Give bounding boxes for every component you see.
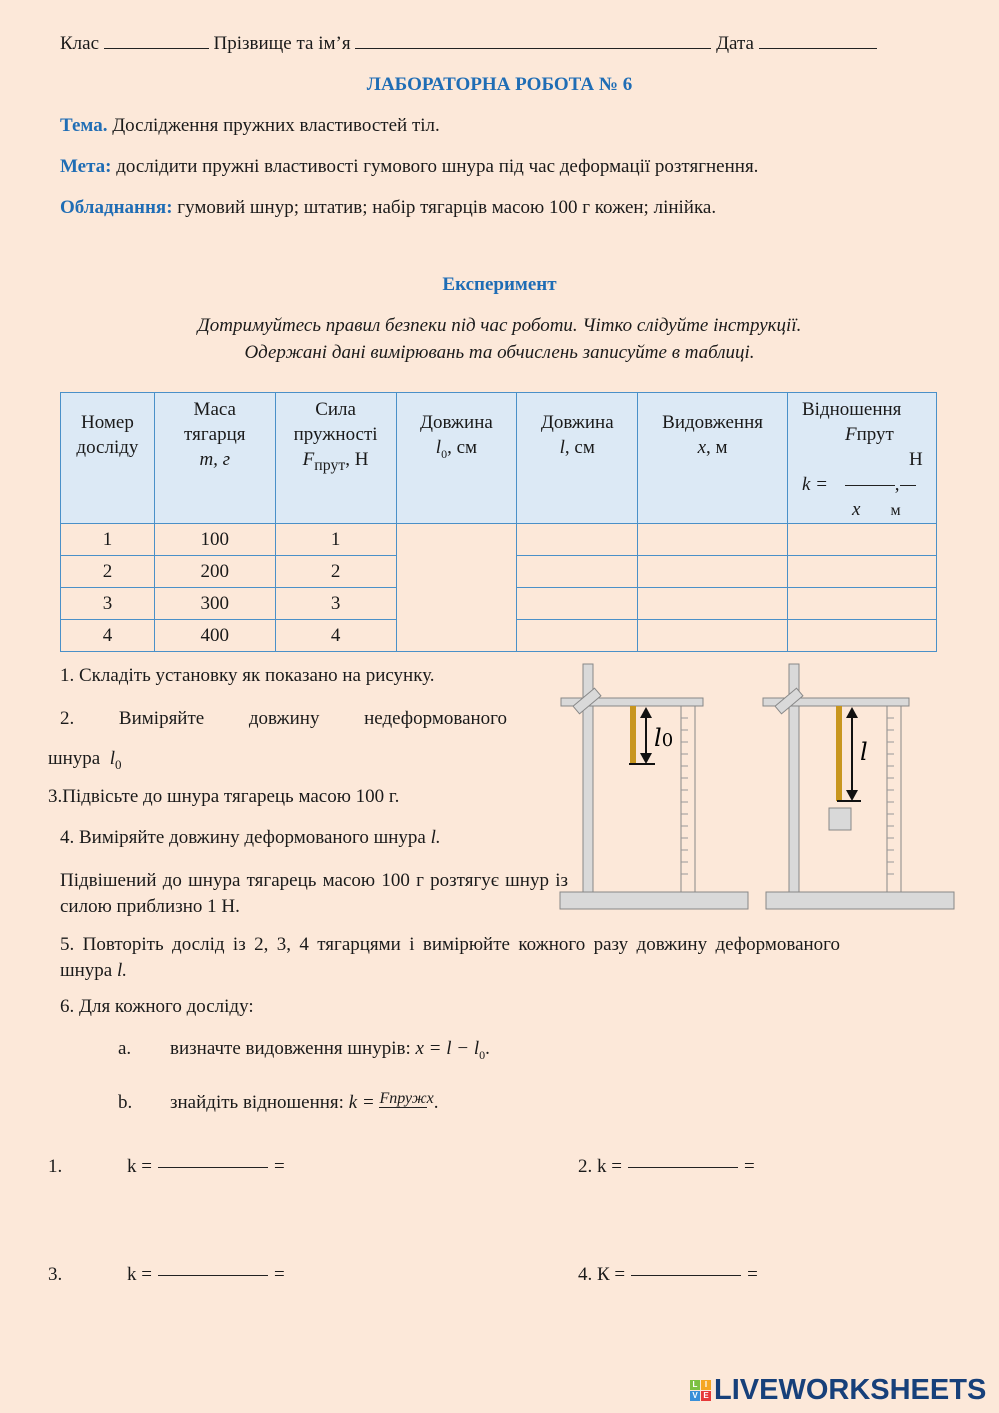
length-input[interactable] — [517, 588, 637, 619]
elongation-input[interactable] — [638, 620, 787, 651]
step-5: 5. Повторіть дослід із 2, 3, 4 тягарцями і вимірюйте кожного разу довжину деформованого шнура l. — [60, 934, 840, 981]
date-label: Дата — [716, 33, 754, 54]
length-input[interactable] — [517, 556, 637, 587]
step-1: 1. Складіть установку як показано на рисунку. — [60, 665, 435, 686]
liveworksheets-logo — [690, 1374, 986, 1407]
equipment-label: Обладнання: — [60, 197, 173, 218]
cell-length[interactable] — [517, 556, 638, 588]
cell-ratio[interactable] — [788, 556, 937, 588]
topic-label: Тема. — [60, 115, 108, 136]
answer-1-input[interactable] — [158, 1167, 268, 1168]
table-row — [61, 524, 937, 556]
stand-unloaded — [560, 664, 748, 909]
cell-ratio[interactable] — [788, 588, 937, 620]
instruction-line: Дотримуйтесь правил безпеки під час роботи. Чітко слідуйте інструкції. — [197, 315, 802, 336]
step-3: 3.Підвісьте до шнура тягарець масою 100 г. — [48, 786, 400, 807]
cell-length[interactable] — [517, 588, 638, 620]
header-ratio: Відношення Fпрут Н k = , x м — [788, 393, 937, 524]
answer-4: 4. К = = — [578, 1264, 758, 1285]
table-header-row — [61, 393, 937, 524]
cell-elongation[interactable] — [638, 620, 788, 652]
step-4: 4. Виміряйте довжину деформованого шнура l. — [60, 827, 441, 848]
rubber-cord — [836, 706, 842, 801]
topic — [60, 115, 440, 137]
cell-elongation[interactable] — [638, 524, 788, 556]
ratio-input[interactable] — [788, 524, 936, 555]
class-input[interactable] — [104, 33, 209, 49]
elongation-input[interactable] — [638, 524, 787, 555]
data-table — [60, 392, 937, 652]
cell-length[interactable] — [517, 620, 638, 652]
name-input[interactable] — [355, 33, 711, 49]
topic-text: Дослідження пружних властивостей тіл. — [112, 115, 440, 136]
goal — [60, 156, 758, 178]
answer-3: 3. k = = — [48, 1264, 285, 1285]
goal-label: Мета: — [60, 156, 112, 177]
header-line — [60, 33, 877, 55]
class-label: Клас — [60, 33, 100, 54]
step-2: 2. Виміряйте довжину недеформованого — [60, 708, 507, 729]
name-label: Прізвище та ім’я — [213, 33, 351, 54]
cell-mass: 300 — [154, 588, 275, 620]
page-title: ЛАБОРАТОРНА РОБОТА № 6 — [366, 74, 633, 95]
answer-2-input[interactable] — [628, 1167, 738, 1168]
step-6a: a. визначте видовження шнурів: $x = l - l_0$. — [118, 1038, 490, 1062]
cell-force: 4 — [275, 620, 396, 652]
label-l0: l0 — [654, 724, 674, 752]
logo-text: LIVEWORKSHEETS — [714, 1374, 987, 1406]
answer-1: 1. k = = — [48, 1156, 285, 1177]
cell-mass: 400 — [154, 620, 275, 652]
answer-2: 2. k = = — [578, 1156, 755, 1177]
header-initial-length: Довжина $l_0$, см — [396, 393, 517, 524]
answer-4-input[interactable] — [631, 1275, 741, 1276]
step-6b: b. знайдіть відношення: k = Fпружx. — [118, 1089, 439, 1113]
goal-text: дослідити пружні властивості гумового шнура під час деформації розтягнення. — [116, 156, 759, 177]
cell-length[interactable] — [517, 524, 638, 556]
elongation-input[interactable] — [638, 556, 787, 587]
logo-icon: L I V E — [690, 1380, 711, 1401]
experiment-title: Експеримент — [442, 274, 557, 295]
experiment-figure — [555, 660, 960, 915]
length-input[interactable] — [517, 620, 637, 651]
step-note: Підвішений до шнура тягарець масою 100 г розтягує шнур із силою приблизно 1 Н. — [60, 870, 568, 917]
elongation-input[interactable] — [638, 588, 787, 619]
answer-3-input[interactable] — [158, 1275, 268, 1276]
header-elongation: Видовження x, м — [638, 393, 788, 524]
cell-number: 3 — [61, 588, 155, 620]
ratio-input[interactable] — [788, 588, 936, 619]
header-length: Довжина l, см — [517, 393, 638, 524]
cell-ratio[interactable] — [788, 524, 937, 556]
cell-number: 4 — [61, 620, 155, 652]
step-2-cont: шнура $l_0$ — [48, 748, 122, 772]
equipment — [60, 197, 716, 219]
ratio-input[interactable] — [788, 556, 936, 587]
cell-number: 1 — [61, 524, 155, 556]
cell-elongation[interactable] — [638, 556, 788, 588]
header-force: Сила пружності $F_{прут}$, Н — [275, 393, 396, 524]
date-input[interactable] — [759, 33, 877, 49]
equipment-text: гумовий шнур; штатив; набір тягарців масою 100 г кожен; лінійка. — [177, 197, 717, 218]
cell-force: 1 — [275, 524, 396, 556]
stand-loaded — [763, 664, 954, 909]
length-input[interactable] — [517, 524, 637, 555]
step-6: 6. Для кожного досліду: — [60, 996, 254, 1017]
header-mass: Маса тягарця m, г — [154, 393, 275, 524]
cell-force: 2 — [275, 556, 396, 588]
cell-initial-length[interactable] — [396, 524, 517, 652]
cell-elongation[interactable] — [638, 588, 788, 620]
rubber-cord — [630, 706, 636, 764]
ratio-input[interactable] — [788, 620, 936, 651]
instruction-line: Одержані дані вимірювань та обчислень записуйте в таблиці. — [244, 342, 755, 363]
label-l: l — [860, 738, 868, 766]
cell-ratio[interactable] — [788, 620, 937, 652]
cell-force: 3 — [275, 588, 396, 620]
header-experiment-number: Номер досліду — [61, 393, 155, 524]
initial-length-input[interactable] — [397, 524, 517, 651]
cell-mass: 100 — [154, 524, 275, 556]
cell-number: 2 — [61, 556, 155, 588]
cell-mass: 200 — [154, 556, 275, 588]
weight — [829, 808, 851, 830]
